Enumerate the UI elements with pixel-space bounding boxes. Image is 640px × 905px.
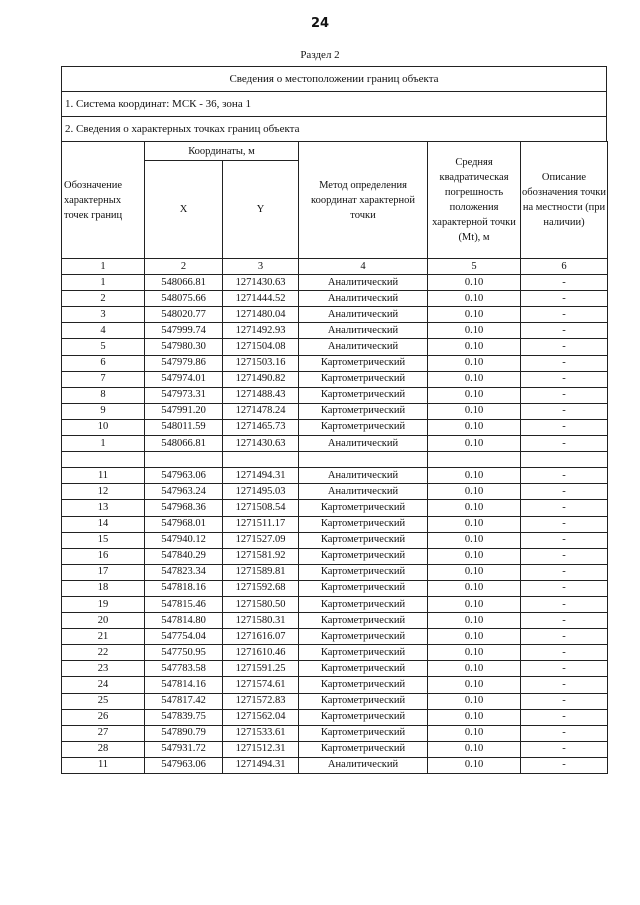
table-row xyxy=(62,307,608,323)
description: - xyxy=(521,693,608,709)
table-row xyxy=(62,564,608,580)
y-coordinate: 1271503.16 xyxy=(223,355,299,371)
method: Аналитический xyxy=(299,339,428,355)
point-number: 14 xyxy=(62,516,145,532)
table-row xyxy=(62,725,608,741)
point-number: 4 xyxy=(62,323,145,339)
y-coordinate: 1271480.04 xyxy=(223,307,299,323)
x-coordinate: 547979.86 xyxy=(145,355,223,371)
method: Картометрический xyxy=(299,371,428,387)
point-number: 11 xyxy=(62,757,145,773)
y-coordinate: 1271508.54 xyxy=(223,500,299,516)
error-value: 0.10 xyxy=(428,580,521,596)
points-table-body xyxy=(62,259,608,774)
method: Картометрический xyxy=(299,387,428,403)
section-label: Раздел 2 xyxy=(300,49,340,61)
method: Аналитический xyxy=(299,484,428,500)
error-value: 0.10 xyxy=(428,693,521,709)
method: Картометрический xyxy=(299,741,428,757)
point-number: 7 xyxy=(62,371,145,387)
method: Картометрический xyxy=(299,355,428,371)
method: Картометрический xyxy=(299,580,428,596)
x-coordinate: 547818.16 xyxy=(145,580,223,596)
x-coordinate: 547817.42 xyxy=(145,693,223,709)
x-coordinate: 547980.30 xyxy=(145,339,223,355)
description: - xyxy=(521,580,608,596)
method: Картометрический xyxy=(299,629,428,645)
table-row xyxy=(62,452,608,468)
description: - xyxy=(521,403,608,419)
description: - xyxy=(521,645,608,661)
point-number: 20 xyxy=(62,613,145,629)
error-value: 0.10 xyxy=(428,291,521,307)
description: - xyxy=(521,564,608,580)
table-row xyxy=(62,291,608,307)
y-coordinate: 1271492.93 xyxy=(223,323,299,339)
method: Аналитический xyxy=(299,436,428,452)
error-value: 0.10 xyxy=(428,307,521,323)
x-coordinate: 547963.06 xyxy=(145,468,223,484)
method: Картометрический xyxy=(299,500,428,516)
x-coordinate: 547890.79 xyxy=(145,725,223,741)
x-coordinate: 547991.20 xyxy=(145,403,223,419)
point-number: 19 xyxy=(62,596,145,612)
x-coordinate: 547750.95 xyxy=(145,645,223,661)
error-value: 0.10 xyxy=(428,709,521,725)
page-number: 24 xyxy=(310,16,330,31)
point-number: 11 xyxy=(62,468,145,484)
description: - xyxy=(521,596,608,612)
method xyxy=(299,452,428,468)
description: - xyxy=(521,629,608,645)
error-value: 0.10 xyxy=(428,468,521,484)
method: Картометрический xyxy=(299,645,428,661)
x-coordinate: 547940.12 xyxy=(145,532,223,548)
y-coordinate: 1271589.81 xyxy=(223,564,299,580)
header-designation: Обозначение характерных точек границ xyxy=(62,142,145,259)
error-value: 0.10 xyxy=(428,532,521,548)
x-coordinate: 548066.81 xyxy=(145,436,223,452)
point-number: 12 xyxy=(62,484,145,500)
point-number: 1 xyxy=(62,275,145,291)
y-coordinate xyxy=(223,452,299,468)
error-value: 0.10 xyxy=(428,436,521,452)
x-coordinate: 547814.16 xyxy=(145,677,223,693)
y-coordinate: 1271430.63 xyxy=(223,436,299,452)
method: Картометрический xyxy=(299,709,428,725)
method: Картометрический xyxy=(299,516,428,532)
method: Картометрический xyxy=(299,564,428,580)
table-row xyxy=(62,387,608,403)
x-coordinate: 547963.24 xyxy=(145,484,223,500)
table-row xyxy=(62,436,608,452)
error-value: 0.10 xyxy=(428,371,521,387)
table-row xyxy=(62,596,608,612)
method: Картометрический xyxy=(299,613,428,629)
x-coordinate: 547968.36 xyxy=(145,500,223,516)
table-row xyxy=(62,645,608,661)
method: Аналитический xyxy=(299,275,428,291)
method: Картометрический xyxy=(299,725,428,741)
description: - xyxy=(521,757,608,773)
point-number: 1 xyxy=(62,436,145,452)
method: Картометрический xyxy=(299,548,428,564)
y-coordinate: 1271580.31 xyxy=(223,613,299,629)
description: - xyxy=(521,548,608,564)
table-row xyxy=(62,371,608,387)
description: - xyxy=(521,613,608,629)
method: Картометрический xyxy=(299,403,428,419)
description: - xyxy=(521,741,608,757)
table-row xyxy=(62,693,608,709)
description: - xyxy=(521,419,608,435)
error-value: 0.10 xyxy=(428,661,521,677)
y-coordinate: 1271494.31 xyxy=(223,468,299,484)
point-number: 26 xyxy=(62,709,145,725)
column-numbers-row xyxy=(62,259,608,275)
point-number: 18 xyxy=(62,580,145,596)
y-coordinate: 1271591.25 xyxy=(223,661,299,677)
error-value: 0.10 xyxy=(428,323,521,339)
table-row xyxy=(62,677,608,693)
table-title: Сведения о местоположении границ объекта xyxy=(62,67,607,92)
error-value: 0.10 xyxy=(428,629,521,645)
table-row xyxy=(62,484,608,500)
header-y: Y xyxy=(223,161,299,259)
error-value: 0.10 xyxy=(428,741,521,757)
section-frame xyxy=(61,66,607,142)
y-coordinate: 1271512.31 xyxy=(223,741,299,757)
description: - xyxy=(521,500,608,516)
column-number: 3 xyxy=(223,259,299,275)
y-coordinate: 1271562.04 xyxy=(223,709,299,725)
description: - xyxy=(521,307,608,323)
description: - xyxy=(521,355,608,371)
y-coordinate: 1271581.92 xyxy=(223,548,299,564)
point-number: 13 xyxy=(62,500,145,516)
error-value: 0.10 xyxy=(428,500,521,516)
description: - xyxy=(521,709,608,725)
x-coordinate: 547815.46 xyxy=(145,596,223,612)
method: Картометрический xyxy=(299,677,428,693)
x-coordinate: 548075.66 xyxy=(145,291,223,307)
error-value: 0.10 xyxy=(428,403,521,419)
method: Аналитический xyxy=(299,291,428,307)
description: - xyxy=(521,484,608,500)
error-value: 0.10 xyxy=(428,419,521,435)
x-coordinate: 548066.81 xyxy=(145,275,223,291)
x-coordinate: 547973.31 xyxy=(145,387,223,403)
point-number: 21 xyxy=(62,629,145,645)
x-coordinate: 547963.06 xyxy=(145,757,223,773)
description: - xyxy=(521,532,608,548)
column-number: 1 xyxy=(62,259,145,275)
error-value: 0.10 xyxy=(428,645,521,661)
error-value: 0.10 xyxy=(428,355,521,371)
error-value: 0.10 xyxy=(428,548,521,564)
error-value xyxy=(428,452,521,468)
point-number: 3 xyxy=(62,307,145,323)
column-number: 6 xyxy=(521,259,608,275)
description: - xyxy=(521,516,608,532)
point-number: 15 xyxy=(62,532,145,548)
method: Картометрический xyxy=(299,596,428,612)
y-coordinate: 1271444.52 xyxy=(223,291,299,307)
y-coordinate: 1271488.43 xyxy=(223,387,299,403)
header-coordinates: Координаты, м xyxy=(145,142,299,161)
y-coordinate: 1271465.73 xyxy=(223,419,299,435)
column-number: 5 xyxy=(428,259,521,275)
x-coordinate: 547840.29 xyxy=(145,548,223,564)
table-row xyxy=(62,548,608,564)
table-row xyxy=(62,323,608,339)
y-coordinate: 1271430.63 xyxy=(223,275,299,291)
error-value: 0.10 xyxy=(428,387,521,403)
point-number: 17 xyxy=(62,564,145,580)
table-row xyxy=(62,661,608,677)
x-coordinate: 547974.01 xyxy=(145,371,223,387)
method: Картометрический xyxy=(299,532,428,548)
point-number: 10 xyxy=(62,419,145,435)
description: - xyxy=(521,677,608,693)
coordinate-system: 1. Система координат: МСК - 36, зона 1 xyxy=(62,92,607,117)
y-coordinate: 1271572.83 xyxy=(223,693,299,709)
point-number: 25 xyxy=(62,693,145,709)
error-value: 0.10 xyxy=(428,484,521,500)
x-coordinate: 548020.77 xyxy=(145,307,223,323)
description: - xyxy=(521,661,608,677)
y-coordinate: 1271533.61 xyxy=(223,725,299,741)
y-coordinate: 1271494.31 xyxy=(223,757,299,773)
x-coordinate: 547931.72 xyxy=(145,741,223,757)
y-coordinate: 1271504.08 xyxy=(223,339,299,355)
y-coordinate: 1271610.46 xyxy=(223,645,299,661)
table-row xyxy=(62,532,608,548)
point-number: 9 xyxy=(62,403,145,419)
x-coordinate: 547823.34 xyxy=(145,564,223,580)
method: Аналитический xyxy=(299,323,428,339)
table-row xyxy=(62,355,608,371)
header-error: Средняя квадратическая погрешность положения характерной точки (Mt), м xyxy=(428,142,521,259)
y-coordinate: 1271580.50 xyxy=(223,596,299,612)
x-coordinate: 547814.80 xyxy=(145,613,223,629)
point-number: 8 xyxy=(62,387,145,403)
point-number: 24 xyxy=(62,677,145,693)
header-method: Метод определения координат характерной точки xyxy=(299,142,428,259)
x-coordinate: 547839.75 xyxy=(145,709,223,725)
point-number: 28 xyxy=(62,741,145,757)
error-value: 0.10 xyxy=(428,339,521,355)
error-value: 0.10 xyxy=(428,725,521,741)
table-row xyxy=(62,275,608,291)
method: Картометрический xyxy=(299,419,428,435)
column-number: 2 xyxy=(145,259,223,275)
table-row xyxy=(62,516,608,532)
table-row xyxy=(62,468,608,484)
description: - xyxy=(521,275,608,291)
table-row xyxy=(62,709,608,725)
description: - xyxy=(521,371,608,387)
table-row xyxy=(62,757,608,773)
table-row xyxy=(62,419,608,435)
error-value: 0.10 xyxy=(428,516,521,532)
point-number: 16 xyxy=(62,548,145,564)
y-coordinate: 1271527.09 xyxy=(223,532,299,548)
description: - xyxy=(521,725,608,741)
point-number: 22 xyxy=(62,645,145,661)
description xyxy=(521,452,608,468)
y-coordinate: 1271478.24 xyxy=(223,403,299,419)
error-value: 0.10 xyxy=(428,677,521,693)
table-row xyxy=(62,580,608,596)
method: Картометрический xyxy=(299,693,428,709)
table-row xyxy=(62,741,608,757)
header-x: X xyxy=(145,161,223,259)
error-value: 0.10 xyxy=(428,275,521,291)
y-coordinate: 1271511.17 xyxy=(223,516,299,532)
y-coordinate: 1271592.68 xyxy=(223,580,299,596)
points-heading: 2. Сведения о характерных точках границ объекта xyxy=(62,117,607,142)
y-coordinate: 1271574.61 xyxy=(223,677,299,693)
description: - xyxy=(521,339,608,355)
method: Аналитический xyxy=(299,307,428,323)
table-row xyxy=(62,339,608,355)
x-coordinate: 547754.04 xyxy=(145,629,223,645)
points-table xyxy=(61,141,608,774)
x-coordinate: 548011.59 xyxy=(145,419,223,435)
point-number: 27 xyxy=(62,725,145,741)
error-value: 0.10 xyxy=(428,613,521,629)
x-coordinate: 547783.58 xyxy=(145,661,223,677)
description: - xyxy=(521,436,608,452)
point-number xyxy=(62,452,145,468)
description: - xyxy=(521,291,608,307)
y-coordinate: 1271616.07 xyxy=(223,629,299,645)
description: - xyxy=(521,468,608,484)
header-description: Описание обозначения точки на местности (при наличии) xyxy=(521,142,608,259)
point-number: 6 xyxy=(62,355,145,371)
y-coordinate: 1271495.03 xyxy=(223,484,299,500)
method: Аналитический xyxy=(299,468,428,484)
error-value: 0.10 xyxy=(428,757,521,773)
error-value: 0.10 xyxy=(428,564,521,580)
method: Картометрический xyxy=(299,661,428,677)
point-number: 23 xyxy=(62,661,145,677)
table-row xyxy=(62,403,608,419)
column-number: 4 xyxy=(299,259,428,275)
description: - xyxy=(521,323,608,339)
x-coordinate: 547999.74 xyxy=(145,323,223,339)
x-coordinate xyxy=(145,452,223,468)
error-value: 0.10 xyxy=(428,596,521,612)
point-number: 2 xyxy=(62,291,145,307)
table-row xyxy=(62,500,608,516)
y-coordinate: 1271490.82 xyxy=(223,371,299,387)
point-number: 5 xyxy=(62,339,145,355)
x-coordinate: 547968.01 xyxy=(145,516,223,532)
description: - xyxy=(521,387,608,403)
method: Аналитический xyxy=(299,757,428,773)
table-row xyxy=(62,613,608,629)
table-row xyxy=(62,629,608,645)
